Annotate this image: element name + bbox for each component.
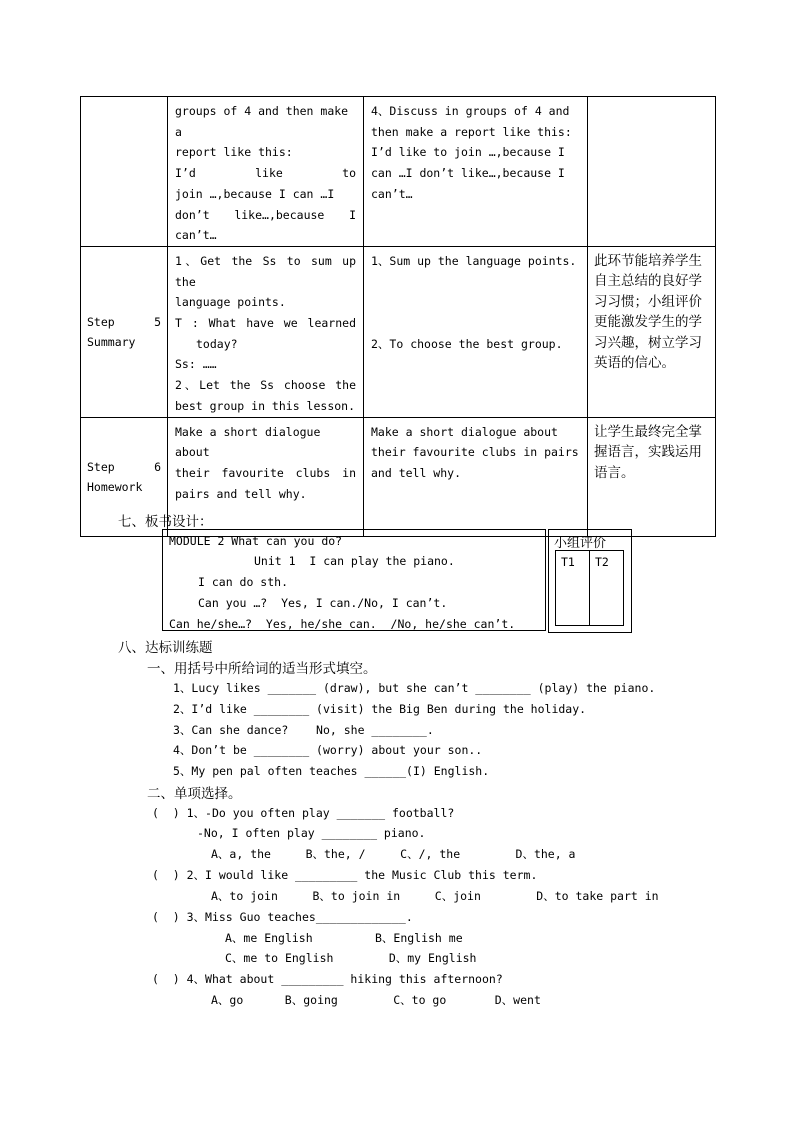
fill-item: 3、Can she dance? No, she ________. — [173, 723, 434, 737]
student-activity-cell: Make a short dialogue about their favourite clubs in pairs and tell why. — [364, 417, 588, 536]
part1-heading: 一、用括号中所给词的适当形式填空。 — [147, 661, 377, 677]
fill-item: 2、I’d like ________ (visit) the Big Ben during the holiday. — [173, 702, 587, 716]
choice-options: A、to join B、to join in C、join D、to take part in — [211, 889, 659, 903]
practice-heading: 八、达标训练题 — [118, 640, 213, 656]
teacher-activity-cell: 1、Get the Ss to sum up the language points. T : What have we learned today? Ss: …… 2、Let the Ss choose the best group in this lesson. — [168, 246, 364, 417]
lesson-table — [80, 96, 716, 537]
teacher-activity-cell: groups of 4 and then make a report like this: I’d like to join …,because I can …I don’t like…,because I can’t… — [168, 97, 364, 247]
fill-item: 5、My pen pal often teaches ______(I) English. — [173, 764, 490, 778]
board-line: Can he/she…? Yes, he/she can. /No, he/she can’t. — [169, 617, 516, 631]
table-row — [81, 97, 716, 247]
step-cell: Step 5 Summary — [81, 246, 168, 417]
fill-item: 1、Lucy likes _______ (draw), but she can’t ________ (play) the piano. — [173, 681, 656, 695]
eval-grid — [555, 550, 624, 626]
purpose-cell — [588, 97, 716, 247]
group-evaluation-box — [548, 529, 632, 633]
fill-item: 4、Don’t be ________ (worry) about your son.. — [173, 743, 483, 757]
choice-options: A、me English B、English me — [225, 931, 463, 945]
choice-options: A、a, the B、the, / C、/, the D、the, a — [211, 847, 576, 861]
board-line: Can you …? Yes, I can./No, I can’t. — [198, 596, 448, 610]
purpose-cell: 此环节能培养学生 自主总结的良好学 习习惯；小组评价 更能激发学生的学 习兴趣，树立学习 英语的信心。 — [588, 246, 716, 417]
eval-title: 小组评价 — [554, 536, 607, 551]
choice-options: C、me to English D、my English — [225, 951, 477, 965]
board-module-line: MODULE 2 What can you do? — [169, 534, 343, 548]
choice-question-line: -No, I often play ________ piano. — [197, 826, 426, 840]
choice-question: ( ) 3、Miss Guo teaches_____________. — [152, 910, 413, 924]
board-line: I can do sth. — [198, 575, 289, 589]
eval-t1: T1 — [561, 555, 575, 569]
board-unit-line: Unit 1 I can play the piano. — [254, 554, 455, 568]
eval-t2: T2 — [595, 555, 609, 569]
choice-options: A、go B、going C、to go D、went — [211, 993, 541, 1007]
board-design-box — [162, 529, 546, 631]
choice-question: ( ) 1、-Do you often play _______ football? — [152, 806, 455, 820]
student-activity-cell: 4、Discuss in groups of 4 and then make a report like this: I’d like to join …,because I can …I don’t like…,because I can’t… — [364, 97, 588, 247]
teacher-activity-cell: Make a short dialogue about their favourite clubs in pairs and tell why. — [168, 417, 364, 536]
choice-question: ( ) 2、I would like _________ the Music Club this term. — [152, 868, 538, 882]
purpose-cell: 让学生最终完全掌 握语言，实践运用 语言。 — [588, 417, 716, 536]
step-cell — [81, 97, 168, 247]
part2-heading: 二、单项选择。 — [147, 786, 242, 802]
step-cell: Step 6 Homework — [81, 417, 168, 536]
eval-divider — [589, 551, 590, 625]
board-heading: 七、板书设计： — [118, 514, 213, 530]
table-row — [81, 246, 716, 417]
choice-question: ( ) 4、What about _________ hiking this afternoon? — [152, 972, 503, 986]
student-activity-cell: 1、Sum up the language points. 2、To choose the best group. — [364, 246, 588, 417]
